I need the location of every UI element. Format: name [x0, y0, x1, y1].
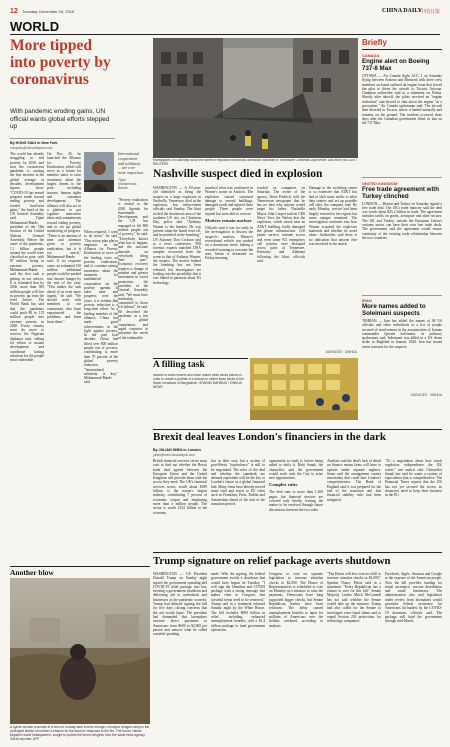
another-blow-heading: Another blow — [10, 568, 54, 577]
trump-rule — [153, 552, 442, 553]
nashville-col2: searched what was confirmed as Warner's home in Antioch. The explosion caused structural damage to several buildings, damaged roads and injured three people. Three people were injured but were able to recover. Motives remain unclear Officials said it was too early in the investigation to discuss the suspect's motives. Warner's recreational vehicle was parked on a downtown street, blaring a recorded warning to evacuate the area, before it detonated on Friday morning. — [205, 186, 253, 261]
lead-deck: With pandemic eroding gains, UN official wants global efforts stepped up — [10, 108, 110, 131]
nashville-col4: Damage to the switching center is so extensive that AT&T has had to shift some traffic to other data centers and set up portable cell sites, the company said. By early Monday, service had been largely restored to the region, but some outages remained. The investigation continues into how Warner acquired the explosive materials and whether he acted alone. Authorities said there is no indication that anyone else was involved in the attack. — [309, 186, 357, 246]
trump-col2: made. With the signing, the federal government avoids a shutdown that would have begun on Tuesday. "I will sign the Omnibus and COVID package with a strong message that makes clear to Congress that wasteful items need to be removed," Trump said in a statement released Sunday night by the White House. The bill includes $900 billion in relief, including enhanced unemployment benefits, and a $1.4 trillion package to fund government operations. — [211, 572, 265, 632]
nashville-subhead: Motives remain unclear — [205, 218, 252, 224]
briefly-label: Briefly — [362, 38, 387, 47]
brief-item — [362, 298, 442, 391]
page-number: 12 — [10, 8, 18, 15]
trump-headline: Trump signature on relief package averts shutdown — [153, 555, 391, 567]
brexit-col1: British financial services sector must wait to find out whether the Brexit trade deal agreed between the European Union and the United Kingdom will provide them with the access they need. The UK's financial services sector, worth about $180 billion, is the nation's largest industry, contributing 7 percent of economic output and employing more than a million people. The sector is worth £132 billion to the economy. — [153, 459, 207, 515]
brief-body: OTTAWA — Air Canada flight ACC 1 on Saturday flying between Arizona and Montreal with three crew members on board suffered an engine issue that forced the pilot to divert the aircraft to Tucson, Arizona. Canadian authorities said in a statement on Friday. Shortly after takeoff, the pilots received an "engine indication" and elected to shut down the engine "as a precaution," Air Canada spokesman said. The aircraft then diverted to Tucson, where it landed normally and remains on the ground. The incident occurred three days after the Canadian government lifted its ban on the 737 Max. — [362, 74, 442, 126]
filling-caption: Millions of small flowers and white rubber bean sacks placed in order to create a portrait of a woman in rubber bean sacks in the flower meadows of Bangladesh. SHAFAN MAHMUD / XINHUA NEWS — [153, 374, 244, 389]
filling-title: A filling task — [153, 360, 205, 370]
brief-title: Engine alert on Boeing 737-8 Max — [362, 58, 430, 72]
brief-body: LONDON — Britain and Turkey on Saturday signed a free trade deal. The UK's trade ministry said the deal was worth about $25.2 billion in trade. The agreement includes tariffs on goods, aerospace and other sectors. The UK and Turkey, outside the European Union's customs union, can have their own free trade deals. The government said the agreement would ensure continuity of the existing trade relationship between the two countries. — [362, 201, 442, 240]
brief-region: CANADA — [362, 53, 380, 58]
nashville-col3: worked on computers on Saturday. The owner of the agency, Steve Fridrich, told the Tennessean newspaper that he has no idea why anyone would target his father. Nashville Mayor John Cooper said on CBS News' Face the Nation that the explosion, which struck near an AT&T building, badly damaged the phone infrastructure. Cell phone service, internet access and even some 911 emergency call systems were disrupted across parts of Tennessee, Kentucky and Alabama following the blast, officials said. — [257, 186, 305, 264]
trump-col3: Congress to vote on separate legislation to increase stimulus checks to $2,000. The House of Representatives is scheduled to vote on Monday on a measure to raise the payments. Democrats have long supported bigger checks, but Senate Republican leaders have been reluctant. The delay caused unemployment benefits to lapse for millions of Americans over the holiday weekend, according to analysts. — [269, 572, 323, 628]
section-label: WORLD — [10, 19, 60, 34]
nashville-photo — [153, 38, 358, 158]
syria-photo — [10, 578, 150, 724]
quote-text: International cooperation and solidarity ... are ever more important. — [118, 151, 144, 176]
page-date: Tuesday, December 24, 2019 — [22, 9, 75, 14]
trump-col4: "The House will also vote on a bill to increase stimulus checks to $2,000," Speaker Nancy Pelosi said in a statement. "Every Republican has a chance to vote for this bill." Senate Majority Leader Mitch McConnell has not said whether the Senate would take up the measure. Trump had also called for the Senate to investigate voter fraud claims and to repeal Section 230 protections for technology companies. — [327, 572, 381, 624]
brief-title: Free trade agreement with Turkey clinched — [362, 185, 440, 200]
syria-caption: A Syrian woman crouches in a field on Sunday after a drive through Chemya's refugee camp in the al-Mujaed district of northern Lebanon for the forum in response to the fire. The forum, Hamid Mujaed's world headquarters, sought to protect the forum refugees from the same news agency. SANA reported. AFP — [10, 726, 150, 741]
nashville-caption: Investigators on Saturday scour the scene of explosion that shook downtown Nashville in Tennessee Christmas Day before. ANDREW NELLES / REUTERS — [153, 159, 358, 166]
briefly-sidebar — [362, 38, 442, 428]
brief-region: IRAN — [362, 298, 372, 303]
page-header — [10, 8, 440, 20]
brexit-col5: "It's a negotiation about how much regulatory independence the UK wants," one analyst said. Chancellor Sunak has said he wants a system of equivalence that is comprehensive. The Financial Times reports that the UK has not yet secured the access its financiers need to keep their business in the EU. — [385, 459, 442, 498]
paper-name: CHINA DAILY — [382, 8, 422, 14]
brexit-col2: lost in their own, but a system of post-Brexit "equivalence" is still to be negotiated. The rules of the deal and whether the standards are deemed equivalent will be the key to London's future as a global financial hub. Many firms have already moved some staff and assets to EU cities such as Frankfurt, Paris, Dublin and Amsterdam ahead of the end of the transition period. — [211, 459, 265, 506]
filling-rule — [153, 358, 248, 359]
nashville-photo-image — [153, 38, 358, 158]
brexit-byline: By JULIAN SHEA in London — [153, 448, 201, 452]
brief-title: More names added to Soleimani suspects — [362, 303, 426, 317]
brexit-headline: Brexit deal leaves London's financiers in the dark — [153, 431, 386, 443]
brief-item — [362, 53, 442, 174]
brexit-subhead: Complex rules — [269, 482, 298, 488]
lead-byline: By HONG XIAO in New York — [10, 141, 58, 145]
brief-item — [362, 181, 442, 292]
lead-email: hongxiao@chinadailyusa.com — [10, 146, 53, 150]
brexit-email: julian@mail.chinadailyuk.com — [153, 453, 195, 457]
brexit-col3: opportunity to study it, before being asked to ratify it. Rishi Sunak, the chancellor, said the government would work with the City to seize new opportunities. Complex rules The deal runs to more than 1,200 pages, but financial services are covered only briefly, leaving the matter to be resolved through future discussions between the two sides. — [269, 459, 323, 512]
trump-col5: Facebook, Apple, Amazon and Google at the expense of the American people. Now the bill provides funding for rental assistance, vaccine distribution and small businesses. The administration also said legislation under review from lawmakers would prioritize federal assistance for Americans hit hardest by the COVID-19 downturn, officials said. The package will fund the government through mid-March. — [385, 572, 442, 624]
pull-quote — [118, 152, 144, 190]
brief-region: UNITED KINGDOM — [362, 180, 398, 186]
paper-name-cn: 中国日报 — [419, 9, 440, 15]
nashville-headline: Nashville suspect died in explosion — [153, 168, 323, 180]
deck-rule — [10, 138, 115, 139]
nashville-col1: WASHINGTON — A 63-year-old identified as being the suspect in a large explosion in Nashville, Tennessee, died in the explosion, law enforcement officials said Sunday. The blast rocked the downtown area of the southern US city on Christmas Day, police said. "Anthony Warner is the bomber. He was present when the bomb went off, and he perished in the bombing," US Attorney Don Cochran said at a news conference. FBI forensic experts matched DNA samples recovered from the scene to that of Anthony Warner, the suspect. The motive behind the bombing has not been released, but investigators are looking into the possibility that it was linked to paranoia about 5G technology. — [153, 186, 201, 285]
header-rule — [10, 34, 440, 35]
subsection-rule — [10, 566, 150, 567]
lead-body-col2: On Nov 26, he launched the Alliance for Poverty Eradication, which will serve as a forum for member states to raise awareness about the largest threats to the poor, including income, human rights and consumer development. The alliance will also act as a platform to put together innovative ideas and commitments toward ending poverty, and to set up global monitoring of progress. "There is an amount of time and attention given to poverty eradication, but it is too much," Muhammad-Bande said. If no response came, an estimated 130 million additional people could be pushed into chronic hunger by the end of the year. "This makes the task ahead of us even more urgent," he said. "We should work with members of our community who have experienced the problems, and learn from them." — [47, 152, 81, 324]
brexit-rule — [153, 429, 442, 430]
brexit-col4: Analysts said the deal's lack of detail on finance means firms will have to operate under separate regimes. Some said the arrangement creates uncertainty that could hurt London's competitiveness. The Bank of England said it was prepared for the end of the transition and that financial stability risks had been mitigated. — [327, 459, 381, 502]
nashville-byline: AGENCIES · XINHUA — [325, 350, 357, 354]
quote-attribution: Tijani Muhammad-Bande — [118, 177, 138, 190]
brief-body: TEHRAN — Iran has added the names of 48 US officials and other individuals to a list of people accused of involvement in the assassination of Iranian commander Qassem Soleimani, its judiciary spokesman said. Soleimani was killed in a US drone strike in Baghdad in January 2020. Iran has issued arrest warrants for the suspects. — [362, 319, 442, 349]
lead-body-col1: The world has already struggling to end poverty by 2030, and now the coronavirus pandemic is causing the first increase in the global average in decades, development figures show. "COVID-19 has erased progress made toward ending poverty and eroded hard-won gains," the head of the UN General Assembly said. Tijani Muhammad-Bande, president of the 74th Session of the United Nations General Assembly. Before the onset of the pandemic, 1.1 billion people around the world were classified as poor, with 87 million living in extreme poverty. Muhammad-Bande said the first task is getting in our notices. It is estimated that by 2030, more than 500 million people will live in poverty, up from the level before. The World Bank has said that the pandemic could push 88 to 115 million people into extreme poverty in 2020. Every country must do more to recover, the Nigerian diplomat said, calling for efforts to sustain development and coordinate lasting solutions for the people most vulnerable. — [10, 152, 44, 363]
syria-photo-image — [10, 578, 150, 724]
lead-body-col3: When required, I want to do more," he said. "Our action plan places emphasis on the Alliance for Poverty Eradication to serve as the leading voice on poverty eradication, and to continue raising awareness about the moments for multilateral cooperation on the poverty agenda. It takes time and progress; over the years, it is evident that poverty reduction is a long-term effort. As a leading member of the alliance, China has made great achievements in the fight against poverty. In the past four decades China has lifted over 800 million people out of poverty, contributing to more than 70 percent of the global poverty reduction. "International solidarity is key," Muhammad-Bande said. — [84, 230, 118, 385]
brief-credits: AGENCIES · XINHUA — [410, 393, 442, 397]
portrait-image — [84, 152, 114, 192]
portrait-photo — [84, 152, 114, 192]
filling-photo — [250, 358, 358, 420]
lead-headline: More tipped into poverty by coronavirus — [10, 37, 111, 88]
lead-body-col4: "Poverty eradication is central to the 2030 Agenda for Sustainable Development, and the UN has managed to lift 800 million people out of poverty," he said. "Everybody knows what has to happen, and the outcome depends on everybody doing their part." Economic recovery requires a change of mindset and greater investment in social protection, the president of the General Assembly said. "We must have leadership committed to those left behind," he said. He described the pandemic as a test of global cooperation, and urged countries to prioritize the needs of the vulnerable. — [118, 198, 148, 340]
trump-col1: WASHINGTON — US President Donald Trump on Sunday night signed the government spending and COVID-19 relief package into law, averting a government shutdown and delivering aid to individuals and businesses as the pandemic worsens. Trump had delayed signing the bill for five days, raising concerns that the aid would lapse. The president had demanded that lawmakers increase direct payments to Americans from $600 to $2,000 per person and remove what he called wasteful spending. — [153, 572, 207, 637]
filling-photo-image — [250, 358, 358, 420]
